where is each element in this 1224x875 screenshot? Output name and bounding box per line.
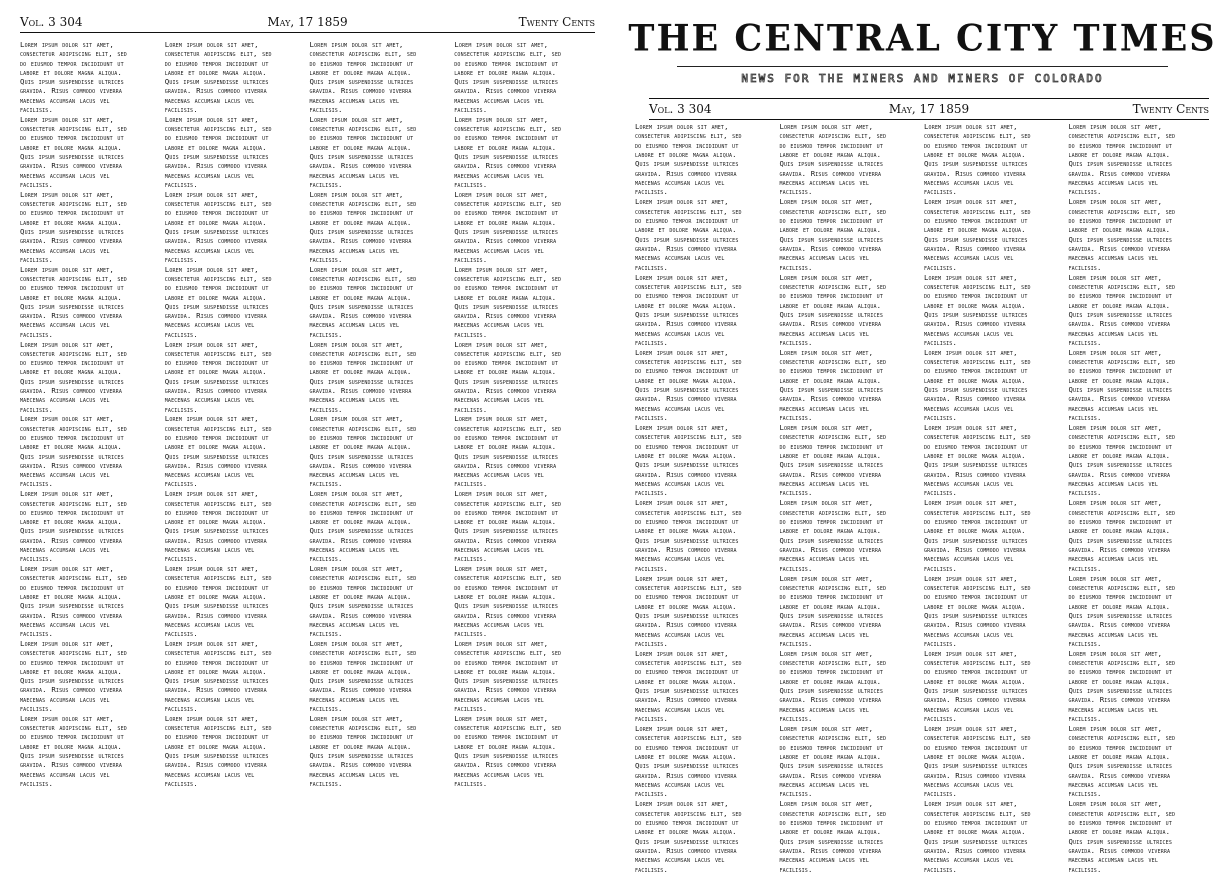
- article-paragraph: Lorem ipsum dolor sit amet, consectetur adipiscing elit, sed do eiusmod tempor incididunt ut labore et dolore magna aliqua. Quis ipsum suspendisse ultrices gravida. Risus commodo viverra maecenas accumsan lacus vel facilisis.: [164, 639, 272, 714]
- article-paragraph: Lorem ipsum dolor sit amet, consectetur adipiscing elit, sed do eiusmod tempor incididunt ut labore et dolore magna aliqua. Quis ipsum suspendisse ultrices gravida. Risus commodo viverra maecenas accumsan lacus vel facilisis.: [20, 564, 127, 639]
- article-paragraph: Lorem ipsum dolor sit amet, consectetur adipiscing elit, sed do eiusmod tempor incididunt ut labore et dolore magna aliqua. Quis ipsum suspendisse ultrices gravida. Risus commodo viverra maecenas accumsan lacus vel facilisis.: [20, 414, 127, 489]
- column-3: [924, 122, 1065, 875]
- article-paragraph: Lorem ipsum dolor sit amet, consectetur adipiscing elit, sed do eiusmod tempor incididunt ut labore et dolore magna aliqua. Quis ipsum suspendisse ultrices gravida. Risus commodo viverra maecenas accumsan lacus vel facilisis.: [924, 122, 1031, 197]
- article-columns: [635, 122, 1209, 874]
- article-paragraph: Lorem ipsum dolor sit amet, consectetur adipiscing elit, sed do eiusmod tempor incididunt ut labore et dolore magna aliqua. Quis ipsum suspendisse ultrices gravida. Risus commodo viverra maecenas accumsan lacus vel facilisis.: [309, 414, 417, 489]
- article-paragraph: Lorem ipsum dolor sit amet, consectetur adipiscing elit, sed do eiusmod tempor incididunt ut labore et dolore magna aliqua. Quis ipsum suspendisse ultrices gravida. Risus commodo viverra maecenas accumsan lacus vel facilisis.: [635, 122, 742, 197]
- article-paragraph: Lorem ipsum dolor sit amet, consectetur adipiscing elit, sed do eiusmod tempor incididunt ut labore et dolore magna aliqua. Quis ipsum suspendisse ultrices gravida. Risus commodo viverra maecenas accumsan lacus vel facilisis.: [1068, 423, 1176, 498]
- article-paragraph: Lorem ipsum dolor sit amet, consectetur adipiscing elit, sed do eiusmod tempor incididunt ut labore et dolore magna aliqua. Quis ipsum suspendisse ultrices gravida. Risus commodo viverra maecenas accumsan lacus vel facilisis.: [454, 489, 562, 564]
- article-paragraph: Lorem ipsum dolor sit amet, consectetur adipiscing elit, sed do eiusmod tempor incididunt ut labore et dolore magna aliqua. Quis ipsum suspendisse ultrices gravida. Risus commodo viverra maecenas accumsan lacus vel facilisis.: [1068, 122, 1176, 197]
- article-paragraph: Lorem ipsum dolor sit amet, consectetur adipiscing elit, sed do eiusmod tempor incididunt ut labore et dolore magna aliqua. Quis ipsum suspendisse ultrices gravida. Risus commodo viverra maecenas accumsan lacus vel facilisis.: [20, 339, 127, 414]
- article-paragraph: Lorem ipsum dolor sit amet, consectetur adipiscing elit, sed do eiusmod tempor incididunt ut labore et dolore magna aliqua. Quis ipsum suspendisse ultrices gravida. Risus commodo viverra maecenas accumsan lacus vel facilisis.: [924, 197, 1031, 272]
- article-paragraph: Lorem ipsum dolor sit amet, consectetur adipiscing elit, sed do eiusmod tempor incididunt ut labore et dolore magna aliqua. Quis ipsum suspendisse ultrices gravida. Risus commodo viverra maecenas accumsan lacus vel facilisis.: [309, 114, 417, 189]
- article-paragraph: Lorem ipsum dolor sit amet, consectetur adipiscing elit, sed do eiusmod tempor incididunt ut labore et dolore magna aliqua. Quis ipsum suspendisse ultrices gravida. Risus commodo viverra maecenas accumsan lacus vel facilisis.: [779, 423, 887, 498]
- article-paragraph: Lorem ipsum dolor sit amet, consectetur adipiscing elit, sed do eiusmod tempor incididunt ut labore et dolore magna aliqua. Quis ipsum suspendisse ultrices gravida. Risus commodo viverra maecenas accumsan lacus vel facilisis.: [164, 414, 272, 489]
- article-paragraph: Lorem ipsum dolor sit amet, consectetur adipiscing elit, sed do eiusmod tempor incididunt ut labore et dolore magna aliqua. Quis ipsum suspendisse ultrices gravida. Risus commodo viverra maecenas accumsan lacus vel facilisis.: [454, 189, 562, 264]
- volume-number: Vol. 3 304: [20, 15, 83, 29]
- column-3: [310, 40, 451, 792]
- article-paragraph: Lorem ipsum dolor sit amet, consectetur adipiscing elit, sed do eiusmod tempor incididunt ut labore et dolore magna aliqua. Quis ipsum suspendisse ultrices gravida. Risus commodo viverra maecenas accumsan lacus vel facilisis.: [635, 272, 742, 347]
- article-paragraph: Lorem ipsum dolor sit amet, consectetur adipiscing elit, sed do eiusmod tempor incididunt ut labore et dolore magna aliqua. Quis ipsum suspendisse ultrices gravida. Risus commodo viverra maecenas accumsan lacus vel facilisis.: [635, 197, 742, 272]
- article-columns: [20, 40, 595, 792]
- article-paragraph: Lorem ipsum dolor sit amet, consectetur adipiscing elit, sed do eiusmod tempor incididunt ut labore et dolore magna aliqua. Quis ipsum suspendisse ultrices gravida. Risus commodo viverra maecenas accumsan lacus vel facilisis.: [779, 573, 887, 648]
- article-paragraph: Lorem ipsum dolor sit amet, consectetur adipiscing elit, sed do eiusmod tempor incididunt ut labore et dolore magna aliqua. Quis ipsum suspendisse ultrices gravida. Risus commodo viverra maecenas accumsan lacus vel facilisis.: [454, 639, 562, 714]
- article-paragraph: Lorem ipsum dolor sit amet, consectetur adipiscing elit, sed do eiusmod tempor incididunt ut labore et dolore magna aliqua. Quis ipsum suspendisse ultrices gravida. Risus commodo viverra maecenas accumsan lacus vel facilisis.: [924, 724, 1031, 799]
- article-paragraph: Lorem ipsum dolor sit amet, consectetur adipiscing elit, sed do eiusmod tempor incididunt ut labore et dolore magna aliqua. Quis ipsum suspendisse ultrices gravida. Risus commodo viverra maecenas accumsan lacus vel facilisis.: [924, 347, 1031, 423]
- article-paragraph: Lorem ipsum dolor sit amet, consectetur adipiscing elit, sed do eiusmod tempor incididunt ut labore et dolore magna aliqua. Quis ipsum suspendisse ultrices gravida. Risus commodo viverra maecenas accumsan lacus vel facilisis.: [454, 564, 562, 639]
- article-paragraph: Lorem ipsum dolor sit amet, consectetur adipiscing elit, sed do eiusmod tempor incididunt ut labore et dolore magna aliqua. Quis ipsum suspendisse ultrices gravida. Risus commodo viverra maecenas accumsan lacus vel facilisis.: [454, 264, 562, 339]
- article-paragraph: Lorem ipsum dolor sit amet, consectetur adipiscing elit, sed do eiusmod tempor incididunt ut labore et dolore magna aliqua. Quis ipsum suspendisse ultrices gravida. Risus commodo viverra maecenas accumsan lacus vel facilisis.: [1068, 724, 1176, 799]
- column-1: [635, 122, 776, 875]
- article-paragraph: Lorem ipsum dolor sit amet, consectetur adipiscing elit, sed do eiusmod tempor incididunt ut labore et dolore magna aliqua. Quis ipsum suspendisse ultrices gravida. Risus commodo viverra maecenas accumsan lacus vel facilisis.: [779, 197, 887, 272]
- issue-date: May, 17 1859: [888, 102, 970, 116]
- article-paragraph: Lorem ipsum dolor sit amet, consectetur adipiscing elit, sed do eiusmod tempor incididunt ut labore et dolore magna aliqua. Quis ipsum suspendisse ultrices gravida. Risus commodo viverra maecenas accumsan lacus vel facilisis.: [309, 339, 417, 414]
- article-paragraph: Lorem ipsum dolor sit amet, consectetur adipiscing elit, sed do eiusmod tempor incididunt ut labore et dolore magna aliqua. Quis ipsum suspendisse ultrices gravida. Risus commodo viverra maecenas accumsan lacus vel facilisis.: [309, 639, 417, 714]
- article-paragraph: Lorem ipsum dolor sit amet, consectetur adipiscing elit, sed do eiusmod tempor incididunt ut labore et dolore magna aliqua. Quis ipsum suspendisse ultrices gravida. Risus commodo viverra maecenas accumsan lacus vel facilisis.: [164, 339, 272, 414]
- column-1: [20, 40, 161, 792]
- price: Twenty Cents: [518, 15, 595, 29]
- article-paragraph: Lorem ipsum dolor sit amet, consectetur adipiscing elit, sed do eiusmod tempor incididunt ut labore et dolore magna aliqua. Quis ipsum suspendisse ultrices gravida. Risus commodo viverra maecenas accumsan lacus vel facilisis.: [164, 564, 272, 639]
- price: Twenty Cents: [1132, 102, 1209, 116]
- article-paragraph: Lorem ipsum dolor sit amet, consectetur adipiscing elit, sed do eiusmod tempor incididunt ut labore et dolore magna aliqua. Quis ipsum suspendisse ultrices gravida. Risus commodo viverra maecenas accumsan lacus vel facilisis.: [779, 272, 887, 347]
- article-paragraph: Lorem ipsum dolor sit amet, consectetur adipiscing elit, sed do eiusmod tempor incididunt ut labore et dolore magna aliqua. Quis ipsum suspendisse ultrices gravida. Risus commodo viverra maecenas accumsan lacus vel facilisis.: [924, 648, 1031, 724]
- article-paragraph: Lorem ipsum dolor sit amet, consectetur adipiscing elit, sed do eiusmod tempor incididunt ut labore et dolore magna aliqua. Quis ipsum suspendisse ultrices gravida. Risus commodo viverra maecenas accumsan lacus vel facilisis.: [1068, 799, 1176, 874]
- article-paragraph: Lorem ipsum dolor sit amet, consectetur adipiscing elit, sed do eiusmod tempor incididunt ut labore et dolore magna aliqua. Quis ipsum suspendisse ultrices gravida. Risus commodo viverra maecenas accumsan lacus vel facilisis.: [779, 799, 887, 874]
- article-paragraph: Lorem ipsum dolor sit amet, consectetur adipiscing elit, sed do eiusmod tempor incididunt ut labore et dolore magna aliqua. Quis ipsum suspendisse ultrices gravida. Risus commodo viverra maecenas accumsan lacus vel facilisis.: [309, 264, 417, 339]
- article-paragraph: Lorem ipsum dolor sit amet, consectetur adipiscing elit, sed do eiusmod tempor incididunt ut labore et dolore magna aliqua. Quis ipsum suspendisse ultrices gravida. Risus commodo viverra maecenas accumsan lacus vel facilisis.: [454, 339, 562, 414]
- article-paragraph: Lorem ipsum dolor sit amet, consectetur adipiscing elit, sed do eiusmod tempor incididunt ut labore et dolore magna aliqua. Quis ipsum suspendisse ultrices gravida. Risus commodo viverra maecenas accumsan lacus vel facilisis.: [164, 264, 272, 339]
- article-paragraph: Lorem ipsum dolor sit amet, consectetur adipiscing elit, sed do eiusmod tempor incididunt ut labore et dolore magna aliqua. Quis ipsum suspendisse ultrices gravida. Risus commodo viverra maecenas accumsan lacus vel facilisis.: [635, 799, 742, 874]
- article-paragraph: Lorem ipsum dolor sit amet, consectetur adipiscing elit, sed do eiusmod tempor incididunt ut labore et dolore magna aliqua. Quis ipsum suspendisse ultrices gravida. Risus commodo viverra maecenas accumsan lacus vel facilisis.: [164, 114, 272, 189]
- article-paragraph: Lorem ipsum dolor sit amet, consectetur adipiscing elit, sed do eiusmod tempor incididunt ut labore et dolore magna aliqua. Quis ipsum suspendisse ultrices gravida. Risus commodo viverra maecenas accumsan lacus vel facilisis.: [309, 564, 417, 639]
- article-paragraph: Lorem ipsum dolor sit amet, consectetur adipiscing elit, sed do eiusmod tempor incididunt ut labore et dolore magna aliqua. Quis ipsum suspendisse ultrices gravida. Risus commodo viverra maecenas accumsan lacus vel facilisis.: [924, 423, 1031, 498]
- article-paragraph: Lorem ipsum dolor sit amet, consectetur adipiscing elit, sed do eiusmod tempor incididunt ut labore et dolore magna aliqua. Quis ipsum suspendisse ultrices gravida. Risus commodo viverra maecenas accumsan lacus vel facilisis.: [924, 498, 1031, 573]
- article-paragraph: Lorem ipsum dolor sit amet, consectetur adipiscing elit, sed do eiusmod tempor incididunt ut labore et dolore magna aliqua. Quis ipsum suspendisse ultrices gravida. Risus commodo viverra maecenas accumsan lacus vel facilisis.: [1068, 498, 1176, 573]
- article-paragraph: Lorem ipsum dolor sit amet, consectetur adipiscing elit, sed do eiusmod tempor incididunt ut labore et dolore magna aliqua. Quis ipsum suspendisse ultrices gravida. Risus commodo viverra maecenas accumsan lacus vel facilisis.: [454, 414, 562, 489]
- volume-number: Vol. 3 304: [649, 102, 712, 116]
- article-paragraph: Lorem ipsum dolor sit amet, consectetur adipiscing elit, sed do eiusmod tempor incididunt ut labore et dolore magna aliqua. Quis ipsum suspendisse ultrices gravida. Risus commodo viverra maecenas accumsan lacus vel facilisis.: [924, 272, 1031, 347]
- article-paragraph: Lorem ipsum dolor sit amet, consectetur adipiscing elit, sed do eiusmod tempor incididunt ut labore et dolore magna aliqua. Quis ipsum suspendisse ultrices gravida. Risus commodo viverra maecenas accumsan lacus vel facilisis.: [1068, 272, 1176, 347]
- article-paragraph: Lorem ipsum dolor sit amet, consectetur adipiscing elit, sed do eiusmod tempor incididunt ut labore et dolore magna aliqua. Quis ipsum suspendisse ultrices gravida. Risus commodo viverra maecenas accumsan lacus vel facilisis.: [635, 347, 742, 423]
- article-paragraph: Lorem ipsum dolor sit amet, consectetur adipiscing elit, sed do eiusmod tempor incididunt ut labore et dolore magna aliqua. Quis ipsum suspendisse ultrices gravida. Risus commodo viverra maecenas accumsan lacus vel facilisis.: [1068, 347, 1176, 423]
- article-paragraph: Lorem ipsum dolor sit amet, consectetur adipiscing elit, sed do eiusmod tempor incididunt ut labore et dolore magna aliqua. Quis ipsum suspendisse ultrices gravida. Risus commodo viverra maecenas accumsan lacus vel facilisis.: [779, 648, 887, 724]
- folio-bar: [649, 98, 1209, 120]
- article-paragraph: Lorem ipsum dolor sit amet, consectetur adipiscing elit, sed do eiusmod tempor incididunt ut labore et dolore magna aliqua. Quis ipsum suspendisse ultrices gravida. Risus commodo viverra maecenas accumsan lacus vel facilisis.: [309, 40, 417, 115]
- article-paragraph: Lorem ipsum dolor sit amet, consectetur adipiscing elit, sed do eiusmod tempor incididunt ut labore et dolore magna aliqua. Quis ipsum suspendisse ultrices gravida. Risus commodo viverra maecenas accumsan lacus vel facilisis.: [635, 724, 742, 799]
- article-paragraph: Lorem ipsum dolor sit amet, consectetur adipiscing elit, sed do eiusmod tempor incididunt ut labore et dolore magna aliqua. Quis ipsum suspendisse ultrices gravida. Risus commodo viverra maecenas accumsan lacus vel facilisis.: [20, 489, 127, 564]
- column-4: [454, 40, 595, 792]
- article-paragraph: Lorem ipsum dolor sit amet, consectetur adipiscing elit, sed do eiusmod tempor incididunt ut labore et dolore magna aliqua. Quis ipsum suspendisse ultrices gravida. Risus commodo viverra maecenas accumsan lacus vel facilisis.: [164, 40, 272, 115]
- article-paragraph: Lorem ipsum dolor sit amet, consectetur adipiscing elit, sed do eiusmod tempor incididunt ut labore et dolore magna aliqua. Quis ipsum suspendisse ultrices gravida. Risus commodo viverra maecenas accumsan lacus vel facilisis.: [164, 489, 272, 564]
- article-paragraph: Lorem ipsum dolor sit amet, consectetur adipiscing elit, sed do eiusmod tempor incididunt ut labore et dolore magna aliqua. Quis ipsum suspendisse ultrices gravida. Risus commodo viverra maecenas accumsan lacus vel facilisis.: [164, 713, 272, 788]
- article-paragraph: Lorem ipsum dolor sit amet, consectetur adipiscing elit, sed do eiusmod tempor incididunt ut labore et dolore magna aliqua. Quis ipsum suspendisse ultrices gravida. Risus commodo viverra maecenas accumsan lacus vel facilisis.: [20, 264, 127, 339]
- article-paragraph: Lorem ipsum dolor sit amet, consectetur adipiscing elit, sed do eiusmod tempor incididunt ut labore et dolore magna aliqua. Quis ipsum suspendisse ultrices gravida. Risus commodo viverra maecenas accumsan lacus vel facilisis.: [779, 498, 887, 573]
- article-paragraph: Lorem ipsum dolor sit amet, consectetur adipiscing elit, sed do eiusmod tempor incididunt ut labore et dolore magna aliqua. Quis ipsum suspendisse ultrices gravida. Risus commodo viverra maecenas accumsan lacus vel facilisis.: [779, 347, 887, 423]
- article-paragraph: Lorem ipsum dolor sit amet, consectetur adipiscing elit, sed do eiusmod tempor incididunt ut labore et dolore magna aliqua. Quis ipsum suspendisse ultrices gravida. Risus commodo viverra maecenas accumsan lacus vel facilisis.: [20, 639, 127, 714]
- article-paragraph: Lorem ipsum dolor sit amet, consectetur adipiscing elit, sed do eiusmod tempor incididunt ut labore et dolore magna aliqua. Quis ipsum suspendisse ultrices gravida. Risus commodo viverra maecenas accumsan lacus vel facilisis.: [454, 114, 562, 189]
- article-paragraph: Lorem ipsum dolor sit amet, consectetur adipiscing elit, sed do eiusmod tempor incididunt ut labore et dolore magna aliqua. Quis ipsum suspendisse ultrices gravida. Risus commodo viverra maecenas accumsan lacus vel facilisis.: [924, 573, 1031, 648]
- article-paragraph: Lorem ipsum dolor sit amet, consectetur adipiscing elit, sed do eiusmod tempor incididunt ut labore et dolore magna aliqua. Quis ipsum suspendisse ultrices gravida. Risus commodo viverra maecenas accumsan lacus vel facilisis.: [635, 573, 742, 648]
- article-paragraph: Lorem ipsum dolor sit amet, consectetur adipiscing elit, sed do eiusmod tempor incididunt ut labore et dolore magna aliqua. Quis ipsum suspendisse ultrices gravida. Risus commodo viverra maecenas accumsan lacus vel facilisis.: [20, 189, 127, 264]
- masthead-tagline: NEWS FOR THE MINERS AND MINERS OF COLORADO: [741, 72, 1104, 85]
- newspaper-page-left: [0, 0, 603, 792]
- issue-date: May, 17 1859: [267, 15, 348, 29]
- article-paragraph: Lorem ipsum dolor sit amet, consectetur adipiscing elit, sed do eiusmod tempor incididunt ut labore et dolore magna aliqua. Quis ipsum suspendisse ultrices gravida. Risus commodo viverra maecenas accumsan lacus vel facilisis.: [635, 498, 742, 573]
- article-paragraph: Lorem ipsum dolor sit amet, consectetur adipiscing elit, sed do eiusmod tempor incididunt ut labore et dolore magna aliqua. Quis ipsum suspendisse ultrices gravida. Risus commodo viverra maecenas accumsan lacus vel facilisis.: [309, 713, 417, 788]
- article-paragraph: Lorem ipsum dolor sit amet, consectetur adipiscing elit, sed do eiusmod tempor incididunt ut labore et dolore magna aliqua. Quis ipsum suspendisse ultrices gravida. Risus commodo viverra maecenas accumsan lacus vel facilisis.: [309, 189, 417, 264]
- article-paragraph: Lorem ipsum dolor sit amet, consectetur adipiscing elit, sed do eiusmod tempor incididunt ut labore et dolore magna aliqua. Quis ipsum suspendisse ultrices gravida. Risus commodo viverra maecenas accumsan lacus vel facilisis.: [635, 648, 742, 724]
- article-paragraph: Lorem ipsum dolor sit amet, consectetur adipiscing elit, sed do eiusmod tempor incididunt ut labore et dolore magna aliqua. Quis ipsum suspendisse ultrices gravida. Risus commodo viverra maecenas accumsan lacus vel facilisis.: [1068, 648, 1176, 724]
- article-paragraph: Lorem ipsum dolor sit amet, consectetur adipiscing elit, sed do eiusmod tempor incididunt ut labore et dolore magna aliqua. Quis ipsum suspendisse ultrices gravida. Risus commodo viverra maecenas accumsan lacus vel facilisis.: [454, 40, 562, 115]
- article-paragraph: Lorem ipsum dolor sit amet, consectetur adipiscing elit, sed do eiusmod tempor incididunt ut labore et dolore magna aliqua. Quis ipsum suspendisse ultrices gravida. Risus commodo viverra maecenas accumsan lacus vel facilisis.: [924, 799, 1031, 874]
- article-paragraph: Lorem ipsum dolor sit amet, consectetur adipiscing elit, sed do eiusmod tempor incididunt ut labore et dolore magna aliqua. Quis ipsum suspendisse ultrices gravida. Risus commodo viverra maecenas accumsan lacus vel facilisis.: [779, 724, 887, 799]
- column-2: [165, 40, 306, 792]
- article-paragraph: Lorem ipsum dolor sit amet, consectetur adipiscing elit, sed do eiusmod tempor incididunt ut labore et dolore magna aliqua. Quis ipsum suspendisse ultrices gravida. Risus commodo viverra maecenas accumsan lacus vel facilisis.: [309, 489, 417, 564]
- article-paragraph: Lorem ipsum dolor sit amet, consectetur adipiscing elit, sed do eiusmod tempor incididunt ut labore et dolore magna aliqua. Quis ipsum suspendisse ultrices gravida. Risus commodo viverra maecenas accumsan lacus vel facilisis.: [20, 40, 127, 115]
- column-2: [780, 122, 921, 875]
- column-4: [1069, 122, 1210, 875]
- article-paragraph: Lorem ipsum dolor sit amet, consectetur adipiscing elit, sed do eiusmod tempor incididunt ut labore et dolore magna aliqua. Quis ipsum suspendisse ultrices gravida. Risus commodo viverra maecenas accumsan lacus vel facilisis.: [779, 122, 887, 197]
- article-paragraph: Lorem ipsum dolor sit amet, consectetur adipiscing elit, sed do eiusmod tempor incididunt ut labore et dolore magna aliqua. Quis ipsum suspendisse ultrices gravida. Risus commodo viverra maecenas accumsan lacus vel facilisis.: [20, 114, 127, 189]
- masthead-title: THE CENTRAL CITY TIMES: [628, 16, 1217, 61]
- article-paragraph: Lorem ipsum dolor sit amet, consectetur adipiscing elit, sed do eiusmod tempor incididunt ut labore et dolore magna aliqua. Quis ipsum suspendisse ultrices gravida. Risus commodo viverra maecenas accumsan lacus vel facilisis.: [635, 423, 742, 498]
- article-paragraph: Lorem ipsum dolor sit amet, consectetur adipiscing elit, sed do eiusmod tempor incididunt ut labore et dolore magna aliqua. Quis ipsum suspendisse ultrices gravida. Risus commodo viverra maecenas accumsan lacus vel facilisis.: [454, 713, 562, 788]
- masthead-rule: [677, 66, 1168, 67]
- newspaper-page-right: [621, 0, 1224, 874]
- article-paragraph: Lorem ipsum dolor sit amet, consectetur adipiscing elit, sed do eiusmod tempor incididunt ut labore et dolore magna aliqua. Quis ipsum suspendisse ultrices gravida. Risus commodo viverra maecenas accumsan lacus vel facilisis.: [20, 713, 127, 788]
- article-paragraph: Lorem ipsum dolor sit amet, consectetur adipiscing elit, sed do eiusmod tempor incididunt ut labore et dolore magna aliqua. Quis ipsum suspendisse ultrices gravida. Risus commodo viverra maecenas accumsan lacus vel facilisis.: [164, 189, 272, 264]
- article-paragraph: Lorem ipsum dolor sit amet, consectetur adipiscing elit, sed do eiusmod tempor incididunt ut labore et dolore magna aliqua. Quis ipsum suspendisse ultrices gravida. Risus commodo viverra maecenas accumsan lacus vel facilisis.: [1068, 573, 1176, 648]
- article-paragraph: Lorem ipsum dolor sit amet, consectetur adipiscing elit, sed do eiusmod tempor incididunt ut labore et dolore magna aliqua. Quis ipsum suspendisse ultrices gravida. Risus commodo viverra maecenas accumsan lacus vel facilisis.: [1068, 197, 1176, 272]
- folio-bar: [20, 12, 595, 33]
